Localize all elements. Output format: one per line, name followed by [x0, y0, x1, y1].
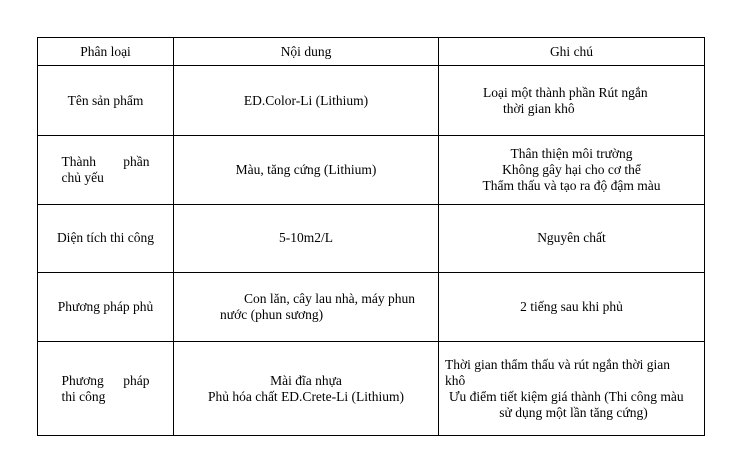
note-text: Thân thiện môi trường — [510, 146, 633, 162]
note-text: sử dụng một lần tăng cứng) — [499, 404, 648, 420]
content-text: Màu, tăng cứng (Lithium) — [235, 162, 377, 178]
content-text: Phủ hóa chất ED.Crete-Li (Lithium) — [207, 388, 405, 404]
content-text: Con lăn, cây lau nhà, máy phun — [244, 291, 415, 307]
category-cell — [38, 342, 174, 436]
table-row — [38, 342, 705, 436]
content-cell — [174, 136, 439, 204]
note-text: Thẩm thấu và tạo ra độ đậm màu — [482, 178, 661, 194]
note-text: Nguyên chất — [537, 230, 606, 246]
table-row — [38, 66, 705, 136]
content-cell — [174, 342, 439, 436]
note-cell — [439, 66, 705, 136]
header-row — [38, 38, 705, 66]
content-text: nước (phun sương) — [220, 307, 324, 323]
note-text: Không gây hại cho cơ thể — [502, 162, 641, 178]
note-text: Thời gian thẩm thấu và rút ngắn thời gian — [445, 356, 670, 372]
table-row — [38, 273, 705, 342]
note-text: 2 tiếng sau khi phủ — [520, 299, 623, 315]
content-text: 5-10m2/L — [279, 230, 333, 246]
content-cell — [174, 204, 439, 272]
header-note: Ghi chú — [439, 38, 705, 66]
category-text: Tên sản phẩm — [67, 92, 144, 108]
content-text: Mài đĩa nhựa — [270, 372, 342, 388]
category-text: chủ yếu — [61, 170, 104, 186]
category-cell — [38, 136, 174, 204]
note-text: Ưu điểm tiết kiệm giá thành (Thi công màu — [449, 388, 684, 404]
category-text: Diện tích thi công — [56, 230, 155, 246]
category-text: Phương pháp phủ — [57, 299, 154, 315]
category-text: Thành phần — [61, 154, 150, 170]
note-text: khô — [445, 372, 466, 388]
note-text: thời gian khô — [503, 100, 575, 116]
category-cell — [38, 273, 174, 342]
category-text: thi công — [61, 388, 106, 404]
content-cell — [174, 66, 439, 136]
table-row — [38, 136, 705, 204]
header-content: Nội dung — [174, 38, 439, 66]
note-cell — [439, 342, 705, 436]
category-cell — [38, 204, 174, 272]
note-cell — [439, 273, 705, 342]
table-row — [38, 204, 705, 272]
note-cell — [439, 136, 705, 204]
note-cell — [439, 204, 705, 272]
note-text: Loại một thành phần Rút ngắn — [483, 84, 648, 100]
content-cell — [174, 273, 439, 342]
spec-table — [37, 37, 705, 436]
category-text: Phương pháp — [61, 372, 150, 388]
header-category: Phân loại — [38, 38, 174, 66]
category-cell — [38, 66, 174, 136]
content-text: ED.Color-Li (Lithium) — [243, 92, 369, 108]
